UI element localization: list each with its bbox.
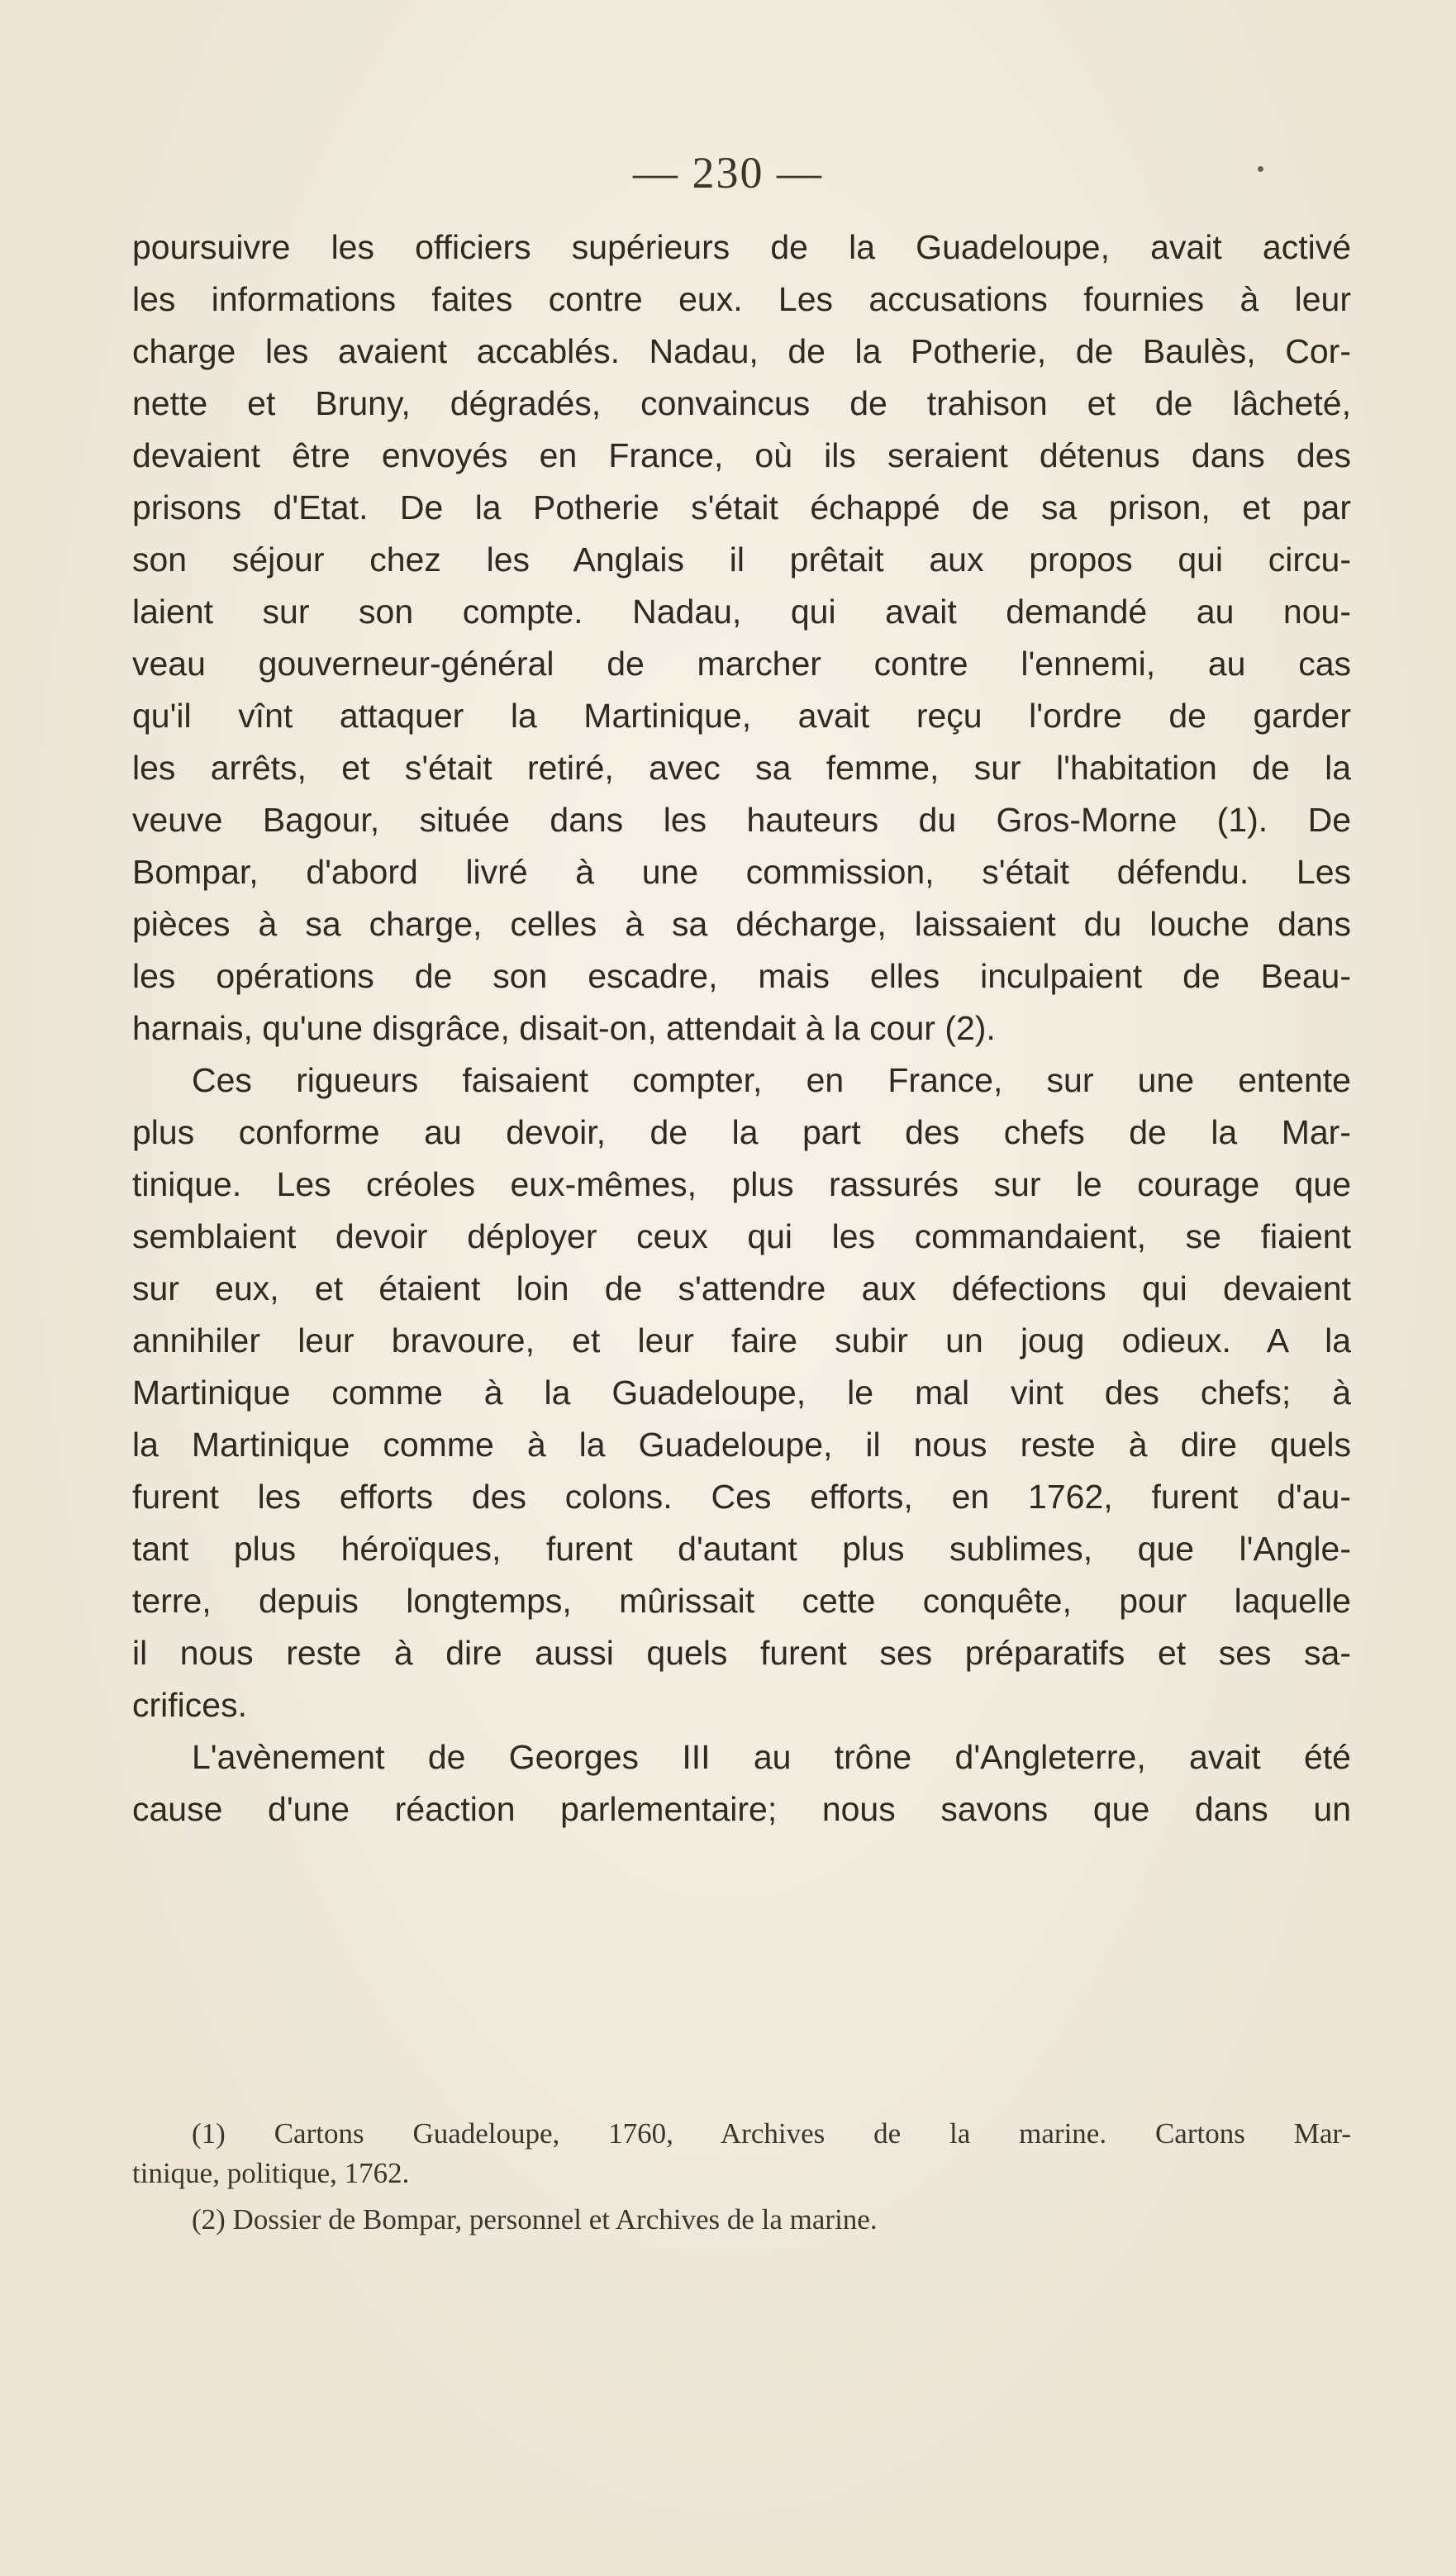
text-line: harnais, qu'une disgrâce, disait-on, attendait à la cour (2). [132, 1009, 996, 1047]
text-line: veau gouverneur-général de marcher contre l'ennemi, au cas [132, 645, 1351, 683]
text-line: son séjour chez les Anglais il prêtait aux propos qui circu- [132, 540, 1351, 579]
text-line: nette et Bruny, dégradés, convaincus de trahison et de lâcheté, [132, 384, 1351, 422]
text-line: annihiler leur bravoure, et leur faire subir un joug odieux. A la [132, 1321, 1351, 1359]
footnote-1-continuation: tinique, politique, 1762. [132, 2157, 410, 2189]
text-line: les informations faites contre eux. Les accusations fournies à leur [132, 280, 1351, 318]
text-line: il nous reste à dire aussi quels furent ses préparatifs et ses sa- [132, 1634, 1351, 1672]
footnotes [132, 2114, 1351, 2240]
text-line: les arrêts, et s'était retiré, avec sa femme, sur l'habitation de la [132, 749, 1351, 787]
text-line: terre, depuis longtemps, mûrissait cette conquête, pour laquelle [132, 1582, 1351, 1620]
text-line: crifices. [132, 1686, 247, 1724]
text-line: plus conforme au devoir, de la part des chefs de la Mar- [132, 1113, 1351, 1151]
paragraph-start-line: L'avènement de Georges III au trône d'Angleterre, avait été [192, 1738, 1351, 1776]
ink-speck [1258, 166, 1263, 172]
text-line: veuve Bagour, située dans les hauteurs du Gros-Morne (1). De [132, 801, 1351, 839]
text-line: poursuivre les officiers supérieurs de la Guadeloupe, avait activé [132, 228, 1351, 266]
text-line: pièces à sa charge, celles à sa décharge, laissaient du louche dans [132, 905, 1351, 943]
text-line: cause d'une réaction parlementaire; nous savons que dans un [132, 1790, 1351, 1828]
text-line: tant plus héroïques, furent d'autant plus sublimes, que l'Angle- [132, 1530, 1351, 1568]
footnote-spacer [132, 2193, 1351, 2200]
text-line: les opérations de son escadre, mais elles inculpaient de Beau- [132, 957, 1351, 995]
footnote-2: (2) Dossier de Bompar, personnel et Archives de la marine. [192, 2203, 878, 2236]
paragraph-start-line: Ces rigueurs faisaient compter, en France, sur une entente [192, 1061, 1351, 1099]
text-line: furent les efforts des colons. Ces efforts, en 1762, furent d'au- [132, 1478, 1351, 1516]
text-line: qu'il vînt attaquer la Martinique, avait reçu l'ordre de garder [132, 697, 1351, 735]
text-line: Bompar, d'abord livré à une commission, s'était défendu. Les [132, 853, 1351, 891]
footnote-1: (1) Cartons Guadeloupe, 1760, Archives de la marine. Cartons Mar- [192, 2117, 1351, 2150]
text-line: tinique. Les créoles eux-mêmes, plus rassurés sur le courage que [132, 1165, 1351, 1203]
text-line: devaient être envoyés en France, où ils seraient détenus dans des [132, 436, 1351, 474]
text-line: la Martinique comme à la Guadeloupe, il nous reste à dire quels [132, 1426, 1351, 1464]
body-text [132, 221, 1351, 1836]
text-line: charge les avaient accablés. Nadau, de la Potherie, de Baulès, Cor- [132, 332, 1351, 370]
text-line: Martinique comme à la Guadeloupe, le mal vint des chefs; à [132, 1374, 1351, 1412]
text-line: sur eux, et étaient loin de s'attendre aux défections qui devaient [132, 1269, 1351, 1307]
text-line: laient sur son compte. Nadau, qui avait demandé au nou- [132, 593, 1351, 631]
page-number: — 230 — [633, 148, 823, 198]
text-line: prisons d'Etat. De la Potherie s'était échappé de sa prison, et par [132, 488, 1351, 526]
text-line: semblaient devoir déployer ceux qui les commandaient, se fiaient [132, 1217, 1351, 1255]
